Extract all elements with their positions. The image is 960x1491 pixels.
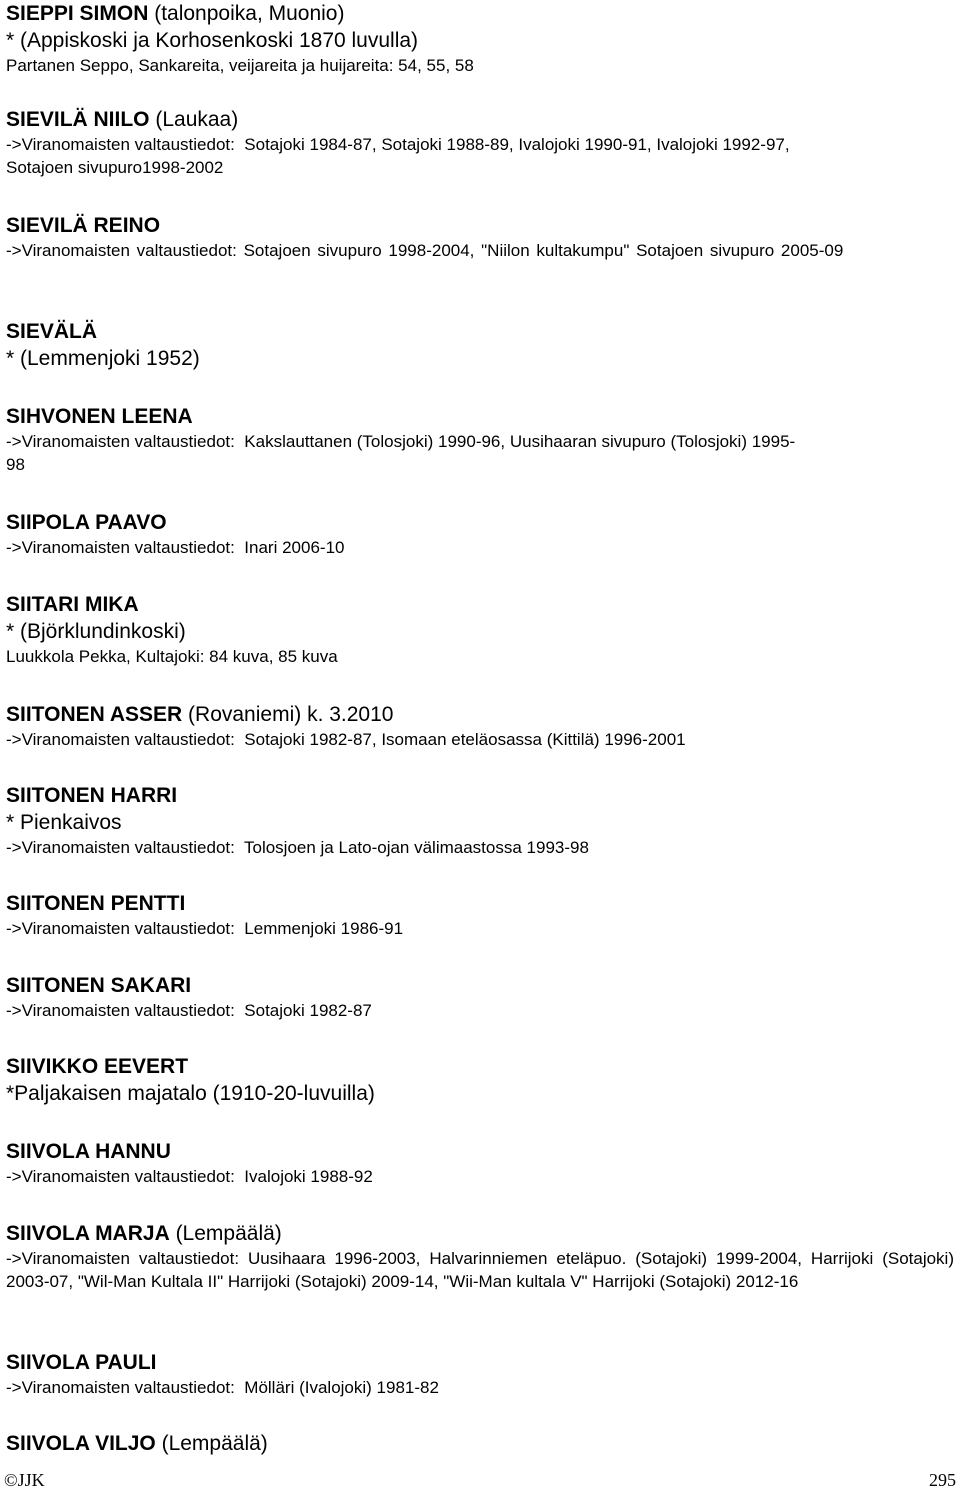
entry-sihvonen-leena <box>6 403 795 476</box>
entry-name: SIHVONEN LEENA <box>6 405 193 428</box>
entry-note: * (Björklundinkoski) <box>6 620 186 643</box>
entry-detail: ->Viranomaisten valtaustiedot: Tolosjoen ja Lato-ojan välimaastossa 1993-98 <box>6 838 589 857</box>
entry-suffix: (Rovaniemi) k. 3.2010 <box>182 703 394 726</box>
entry-suffix: (Lempäälä) <box>169 1222 282 1245</box>
entry-detail: ->Viranomaisten valtaustiedot: Sotajoki 1984-87, Sotajoki 1988-89, Ivalojoki 1990-91, Ivalojoki 1992-97, <box>6 135 790 154</box>
entry-sieppi-simon <box>6 0 474 77</box>
page-number: 295 <box>929 1470 956 1490</box>
entry-name: SIITONEN SAKARI <box>6 974 192 997</box>
entry-detail: 98 <box>6 455 25 474</box>
entry-siivola-viljo <box>6 1430 268 1457</box>
entry-name: SIEVILÄ NIILO <box>6 108 150 131</box>
entry-siivola-pauli <box>6 1349 439 1399</box>
entry-siitonen-pentti <box>6 890 403 940</box>
entry-sievala <box>6 318 200 372</box>
entry-detail: ->Viranomaisten valtaustiedot: Sotajoki 1982-87 <box>6 1001 372 1020</box>
entry-detail: ->Viranomaisten valtaustiedot: Kakslauttanen (Tolosjoki) 1990-96, Uusihaaran sivupuro (Tolosjoki) 1995- <box>6 432 796 451</box>
entry-detail: Partanen Seppo, Sankareita, veijareita ja huijareita: 54, 55, 58 <box>6 56 474 75</box>
entry-note: * (Lemmenjoki 1952) <box>6 347 200 370</box>
entry-suffix: (talonpoika, Muonio) <box>148 2 345 25</box>
entry-detail: ->Viranomaisten valtaustiedot: Inari 2006-10 <box>6 538 345 557</box>
entry-siitonen-sakari <box>6 972 372 1022</box>
entry-name: SIIVIKKO EEVERT <box>6 1055 189 1078</box>
entry-name: SIITONEN HARRI <box>6 784 178 807</box>
entry-detail: ->Viranomaisten valtaustiedot: Lemmenjoki 1986-91 <box>6 919 404 938</box>
entry-detail: ->Viranomaisten valtaustiedot: Uusihaara 1996-2003, Halvarinniemen eteläpuo. (Sotajoki) 1999-2004, Harrijoki (Sotajoki) 2003-07, "Wil-Man Kultala II" Harrijoki (Sotajoki) 2009-14, "Wii-Man kultala V" Harrijoki (Sotajoki) 2012-16 <box>6 1249 954 1291</box>
entry-name: SIIVOLA VILJO <box>6 1432 156 1455</box>
entry-sievila-reino <box>6 212 954 262</box>
entry-name: SIIVOLA PAULI <box>6 1351 157 1374</box>
entry-name: SIIPOLA PAAVO <box>6 511 167 534</box>
entry-siitonen-harri <box>6 782 589 859</box>
entry-name: SIIVOLA MARJA <box>6 1222 170 1245</box>
entry-detail: Sotajoen sivupuro1998-2002 <box>6 158 224 177</box>
copyright-label: ©JJK <box>4 1470 45 1490</box>
entry-name: SIEVILÄ REINO <box>6 214 161 237</box>
entry-sievila-niilo <box>6 106 790 179</box>
entry-name: SIIVOLA HANNU <box>6 1140 171 1163</box>
entry-name: SIEPPI SIMON <box>6 2 149 25</box>
entry-name: SIITARI MIKA <box>6 593 139 616</box>
entry-detail: ->Viranomaisten valtaustiedot: Sotajoki 1982-87, Isomaan eteläosassa (Kittilä) 1996-2001 <box>6 730 686 749</box>
page-footer <box>4 1470 956 1491</box>
entry-detail: ->Viranomaisten valtaustiedot: Ivalojoki 1988-92 <box>6 1167 373 1186</box>
entry-name: SIITONEN PENTTI <box>6 892 186 915</box>
entry-note: * (Appiskoski ja Korhosenkoski 1870 luvulla) <box>6 29 419 52</box>
entry-note: *Paljakaisen majatalo (1910-20-luvuilla) <box>6 1082 375 1105</box>
entry-siivola-marja <box>6 1220 954 1293</box>
entry-name: SIITONEN ASSER <box>6 703 183 726</box>
entry-siitari-mika <box>6 591 338 668</box>
entry-siivikko-eevert <box>6 1053 375 1107</box>
entry-suffix: (Lempäälä) <box>155 1432 268 1455</box>
entry-suffix: (Laukaa) <box>149 108 239 131</box>
entry-siipola-paavo <box>6 509 344 559</box>
entry-note: * Pienkaivos <box>6 811 122 834</box>
entry-detail: ->Viranomaisten valtaustiedot: Mölläri (Ivalojoki) 1981-82 <box>6 1378 439 1397</box>
entry-detail: Luukkola Pekka, Kultajoki: 84 kuva, 85 kuva <box>6 647 338 666</box>
entry-siitonen-asser <box>6 701 686 751</box>
entry-siivola-hannu <box>6 1138 373 1188</box>
entry-detail: ->Viranomaisten valtaustiedot: Sotajoen sivupuro 1998-2004, "Niilon kultakumpu" Sotajoen sivupuro 2005-09 <box>6 241 844 260</box>
entry-name: SIEVÄLÄ <box>6 320 98 343</box>
